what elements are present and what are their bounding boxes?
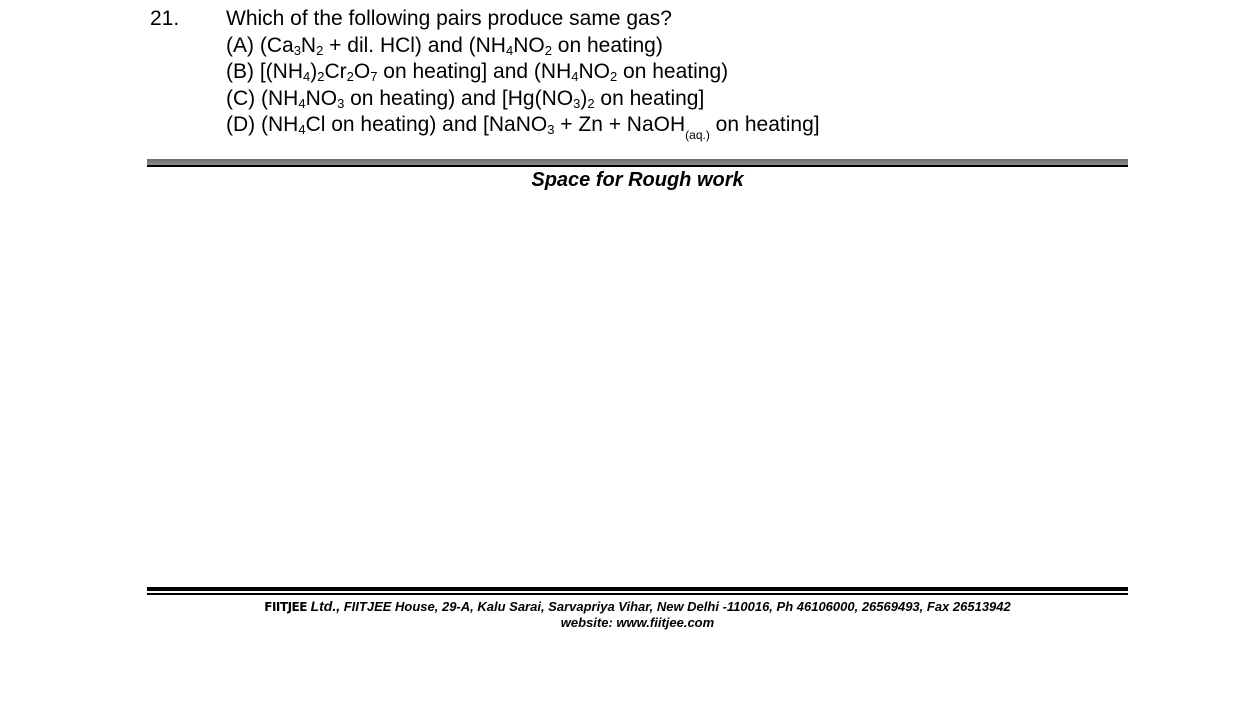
option-a: (A) ($Ca_3N_2$ + dil. HCl) and ($NH_4NO_2$ on heating) xyxy=(226,33,663,58)
top-divider-black-line xyxy=(147,165,1128,167)
footer-website: website: www.fiitjee.com xyxy=(560,615,715,630)
option-label: (B) xyxy=(226,60,254,83)
rough-work-label: Space for Rough work xyxy=(531,169,744,191)
bottom-divider xyxy=(147,587,1128,595)
question-text: Which of the following pairs produce same gas? xyxy=(226,7,672,30)
question-body xyxy=(226,6,1126,142)
footer-address: FIITJEE House, 29-A, Kalu Sarai, Sarvapriya Vihar, New Delhi -110016, Ph 46106000, 26569493, Fax 26513942 xyxy=(343,599,1011,614)
footer-brand: FIITJEE xyxy=(264,600,307,614)
footer-address-line xyxy=(147,598,1128,615)
option-label: (D) xyxy=(226,113,256,136)
option-label: (C) xyxy=(226,86,256,110)
top-divider xyxy=(147,159,1128,168)
option-label: (A) xyxy=(226,33,254,57)
option-c: (C) ($NH_4NO_3$ on heating) and [$Hg(NO_3)_2$ on heating] xyxy=(226,86,705,111)
bottom-divider-thick-line xyxy=(147,587,1128,591)
page-footer xyxy=(147,598,1128,631)
option-b: (B) [$(NH_4)_2Cr_2O_7$ on heating] and ($NH_4NO_2$ on heating) xyxy=(226,60,729,84)
option-d: (D) ($NH_4Cl$ on heating) and [NaNO$_3$ + Zn + NaOH$_{(aq.)}$ on heating] xyxy=(226,113,820,142)
footer-ltd: Ltd., xyxy=(310,598,341,614)
bottom-divider-thin-line xyxy=(147,593,1128,595)
question-number: 21. xyxy=(150,7,180,30)
